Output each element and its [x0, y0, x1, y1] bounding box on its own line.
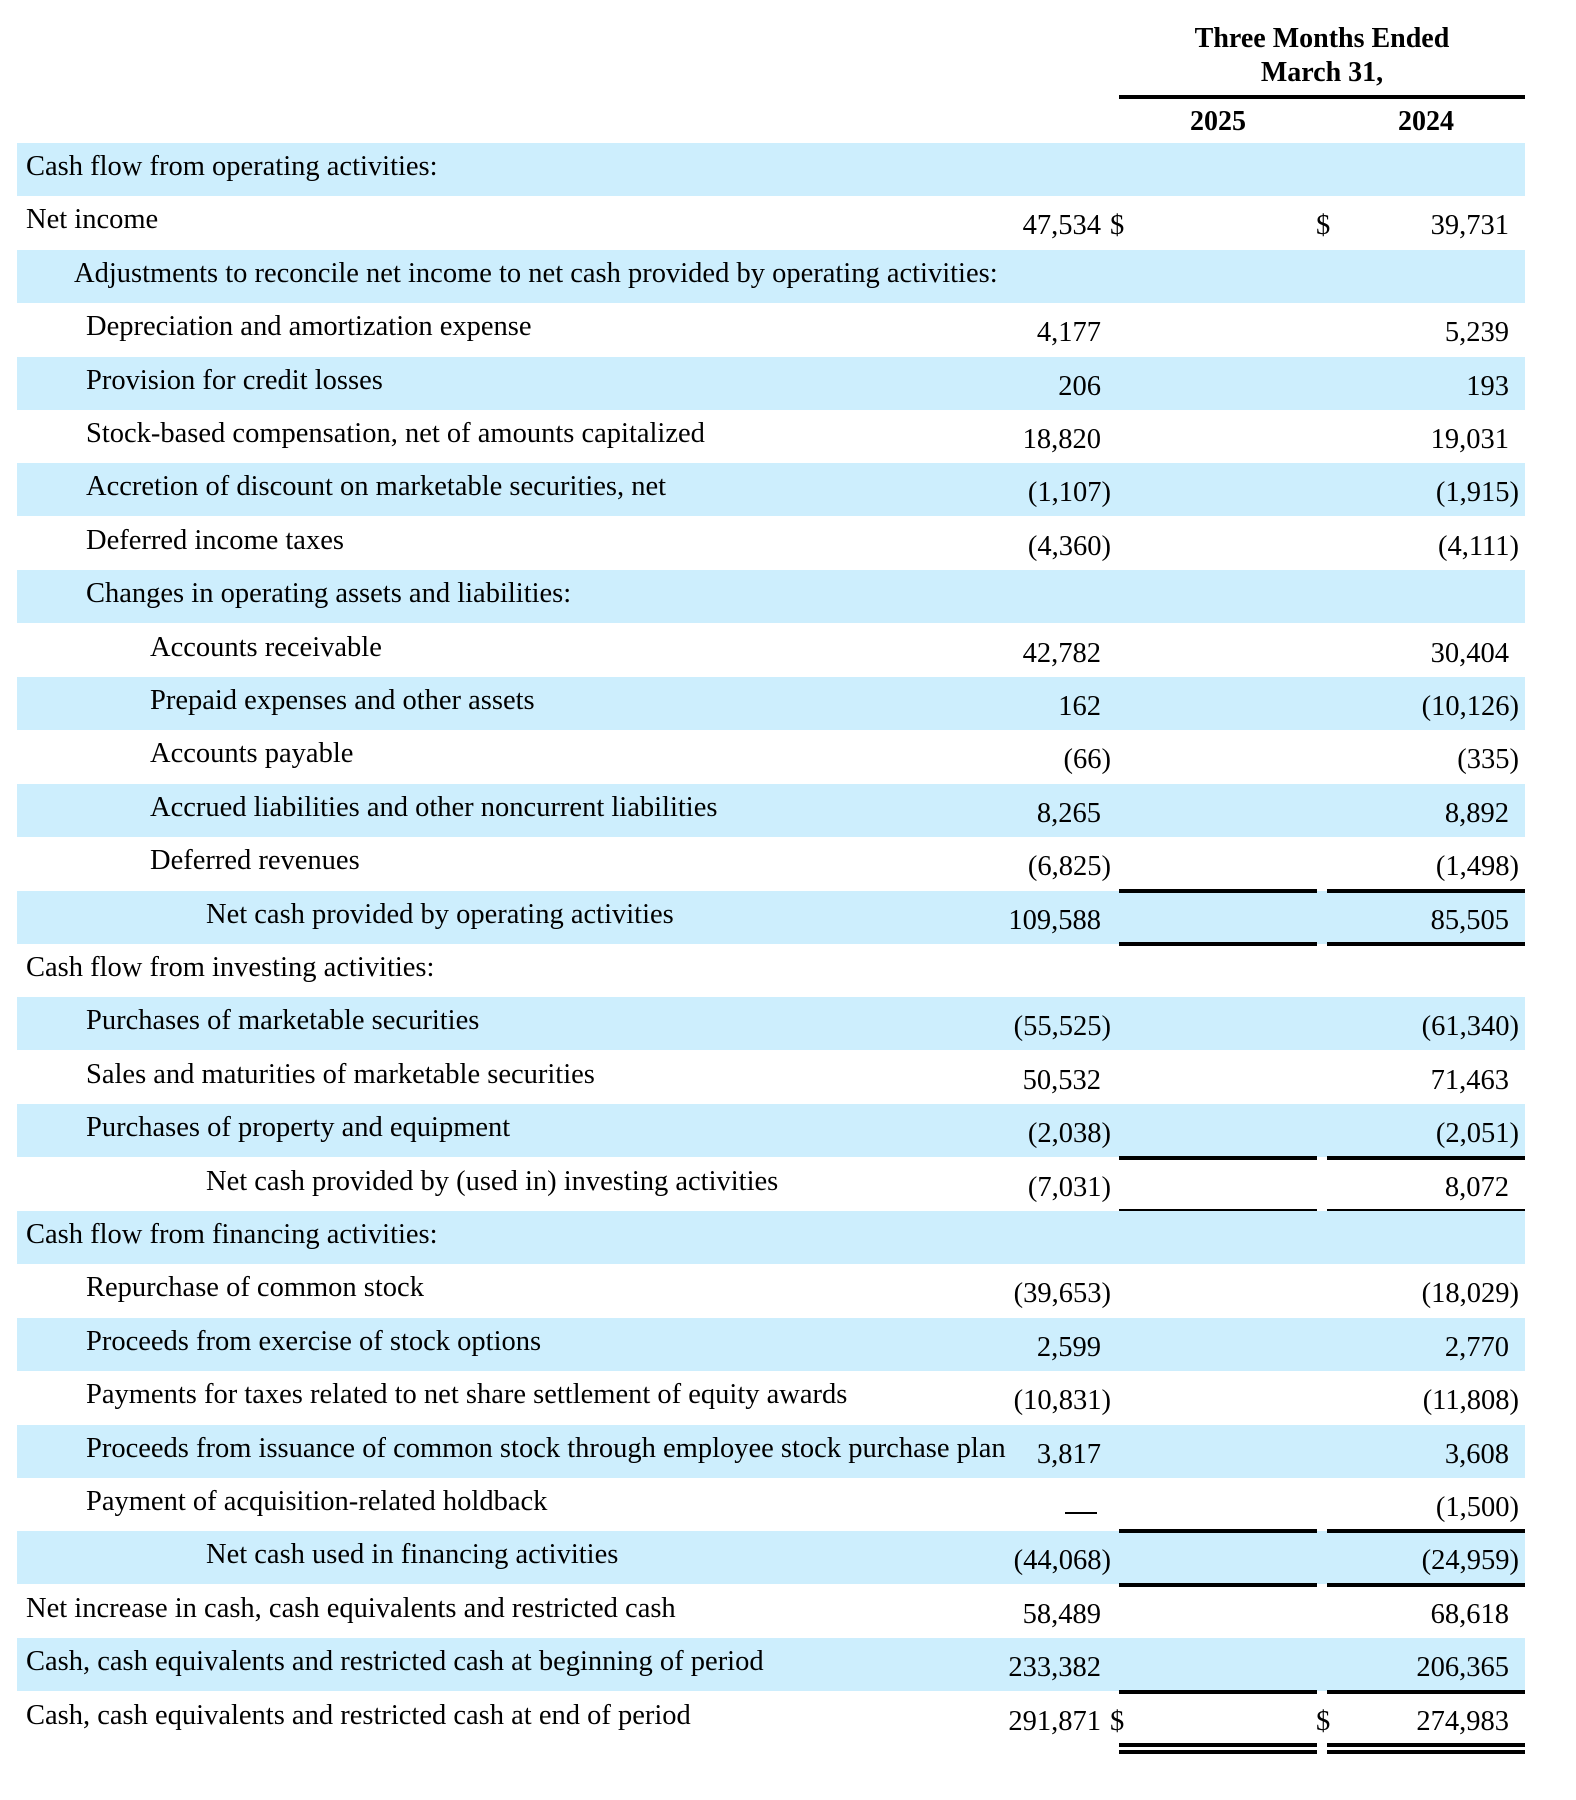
row-label: Net cash provided by (used in) investing activities: [206, 1165, 779, 1197]
value-2025: 2,599: [1036, 1331, 1101, 1363]
value-2025: 233,382: [1008, 1652, 1101, 1684]
row-label: Purchases of property and equipment: [86, 1112, 511, 1144]
value-2025: (1,107): [1027, 477, 1111, 509]
dollar-sign: $: [1110, 210, 1125, 242]
table-row: [17, 944, 1525, 997]
row-label: Accounts receivable: [150, 631, 382, 663]
row-label: Prepaid expenses and other assets: [150, 685, 535, 716]
row-label: Accounts payable: [150, 738, 354, 770]
table-row: [17, 1318, 1525, 1371]
row-label: Net cash used in financing activities: [206, 1539, 619, 1571]
value-2025: 206: [1058, 370, 1101, 402]
value-2024: 8,072: [1444, 1171, 1509, 1203]
table-row: [17, 1371, 1525, 1424]
value-2025: (55,525): [1013, 1011, 1111, 1043]
table-row: [17, 1104, 1525, 1157]
value-2024: (11,808): [1422, 1385, 1519, 1417]
value-2024: 274,983: [1416, 1705, 1509, 1737]
table-row: [17, 891, 1525, 944]
value-2025: (66): [1063, 744, 1111, 776]
value-2024: 39,731: [1430, 210, 1509, 242]
column-header-2024: 2024: [1398, 106, 1454, 137]
table-row: [17, 997, 1525, 1050]
value-2025: 291,871: [1008, 1705, 1101, 1737]
table-row: [17, 196, 1525, 249]
value-2025: 4,177: [1036, 317, 1101, 349]
value-2024: (10,126): [1421, 691, 1519, 722]
row-label: Cash, cash equivalents and restricted cash at beginning of period: [26, 1646, 764, 1678]
table-row: [17, 1692, 1525, 1745]
value-2024: 193: [1466, 370, 1509, 402]
value-2025: (6,825): [1027, 851, 1111, 883]
table-row: [17, 1478, 1525, 1531]
value-2025: 58,489: [1022, 1598, 1101, 1630]
value-2024: 3,608: [1444, 1438, 1509, 1470]
value-2025: 109,588: [1008, 904, 1101, 936]
value-2025: 8,265: [1036, 797, 1101, 829]
value-2025: (7,031): [1027, 1171, 1111, 1203]
table-row: [17, 1531, 1525, 1584]
table-row: [17, 730, 1525, 783]
total-rule: [1119, 1529, 1317, 1533]
value-2024: 8,892: [1444, 797, 1509, 829]
row-label: Accretion of discount on marketable securities, net: [86, 471, 667, 503]
dollar-sign: $: [1110, 1705, 1125, 1737]
column-header-2025: 2025: [1190, 106, 1246, 137]
value-2025: (2,038): [1027, 1118, 1111, 1150]
period-header-line1: Three Months Ended: [1194, 23, 1450, 54]
row-label: Cash, cash equivalents and restricted cash at end of period: [26, 1699, 691, 1731]
table-row: [17, 1211, 1525, 1264]
table-row: [17, 837, 1525, 890]
table-row: [17, 1425, 1525, 1478]
value-2024: (1,500): [1435, 1492, 1519, 1523]
table-row: [17, 517, 1525, 570]
value-2025: (4,360): [1027, 530, 1111, 562]
value-2024: (1,498): [1435, 851, 1519, 883]
row-label: Deferred revenues: [150, 845, 360, 877]
period-header-line2: March 31,: [1260, 57, 1384, 88]
total-rule: [1327, 1743, 1525, 1747]
total-rule: [1119, 1690, 1317, 1694]
value-2025: 42,782: [1022, 637, 1101, 669]
row-label: Payment of acquisition-related holdback: [86, 1486, 548, 1517]
table-row: [17, 303, 1525, 356]
table-row: [17, 410, 1525, 463]
value-2025: (44,068): [1013, 1545, 1111, 1577]
row-label: Stock-based compensation, net of amounts capitalized: [86, 418, 705, 449]
total-rule: [1119, 1750, 1317, 1754]
value-2025: 162: [1058, 691, 1101, 722]
row-label: Proceeds from issuance of common stock through employee stock purchase plan: [86, 1432, 1006, 1464]
header-rule: [1119, 95, 1525, 99]
row-label: Sales and maturities of marketable securities: [86, 1058, 595, 1090]
value-2024: 5,239: [1444, 317, 1509, 349]
table-row: [17, 357, 1525, 410]
value-2025: 18,820: [1022, 424, 1101, 455]
row-label: Accrued liabilities and other noncurrent liabilities: [150, 791, 718, 823]
table-row: [17, 1638, 1525, 1691]
row-label: Payments for taxes related to net share settlement of equity awards: [86, 1379, 848, 1411]
value-2025: 47,534: [1022, 210, 1101, 242]
row-label: Net increase in cash, cash equivalents and restricted cash: [26, 1592, 676, 1624]
row-label: Depreciation and amortization expense: [86, 311, 532, 343]
nil-dash: [1065, 1512, 1097, 1514]
value-2024: (4,111): [1438, 530, 1519, 562]
table-row: [17, 1158, 1525, 1211]
value-2024: (2,051): [1435, 1118, 1519, 1150]
value-2025: 3,817: [1036, 1438, 1101, 1470]
table-row: [17, 1051, 1525, 1104]
row-label: Purchases of marketable securities: [86, 1005, 480, 1037]
total-rule: [1327, 1529, 1525, 1533]
total-rule: [1119, 889, 1317, 893]
total-rule: [1327, 1690, 1525, 1694]
value-2024: 2,770: [1444, 1331, 1509, 1363]
total-rule: [1327, 889, 1525, 893]
total-rule: [1327, 1750, 1525, 1754]
row-label: Changes in operating assets and liabilities:: [86, 578, 572, 610]
table-row: [17, 250, 1525, 303]
value-2025: (39,653): [1013, 1278, 1111, 1310]
table-row: [17, 677, 1525, 730]
row-label: Cash flow from investing activities:: [26, 952, 435, 983]
row-label: Proceeds from exercise of stock options: [86, 1325, 542, 1357]
value-2025: (10,831): [1013, 1385, 1111, 1417]
dollar-sign: $: [1316, 210, 1331, 242]
row-label: Adjustments to reconcile net income to net cash provided by operating activities:: [74, 257, 998, 289]
value-2024: (1,915): [1435, 477, 1519, 509]
value-2024: 19,031: [1430, 424, 1509, 455]
value-2024: (24,959): [1421, 1545, 1519, 1577]
value-2024: 68,618: [1430, 1598, 1509, 1630]
row-label: Net income: [26, 204, 159, 236]
row-label: Deferred income taxes: [86, 524, 344, 556]
row-label: Net cash provided by operating activities: [206, 898, 674, 930]
value-2024: 206,365: [1416, 1652, 1509, 1684]
value-2024: (335): [1457, 744, 1519, 776]
table-row: [17, 1585, 1525, 1638]
table-row: [17, 463, 1525, 516]
total-rule: [1327, 1156, 1525, 1160]
value-2024: 30,404: [1430, 637, 1509, 669]
value-2025: 50,532: [1022, 1064, 1101, 1096]
table-row: [17, 1264, 1525, 1317]
row-label: Provision for credit losses: [86, 364, 383, 396]
value-2024: 71,463: [1430, 1064, 1509, 1096]
row-label: Cash flow from financing activities:: [26, 1219, 438, 1250]
value-2024: (61,340): [1421, 1011, 1519, 1043]
value-2024: (18,029): [1421, 1278, 1519, 1310]
value-2024: 85,505: [1430, 904, 1509, 936]
total-rule: [1119, 1156, 1317, 1160]
row-label: Cash flow from operating activities:: [26, 151, 438, 182]
table-row: [17, 570, 1525, 623]
table-row: [17, 143, 1525, 196]
table-row: [17, 784, 1525, 837]
dollar-sign: $: [1316, 1705, 1331, 1737]
total-rule: [1119, 1743, 1317, 1747]
table-row: [17, 624, 1525, 677]
row-label: Repurchase of common stock: [86, 1272, 424, 1304]
